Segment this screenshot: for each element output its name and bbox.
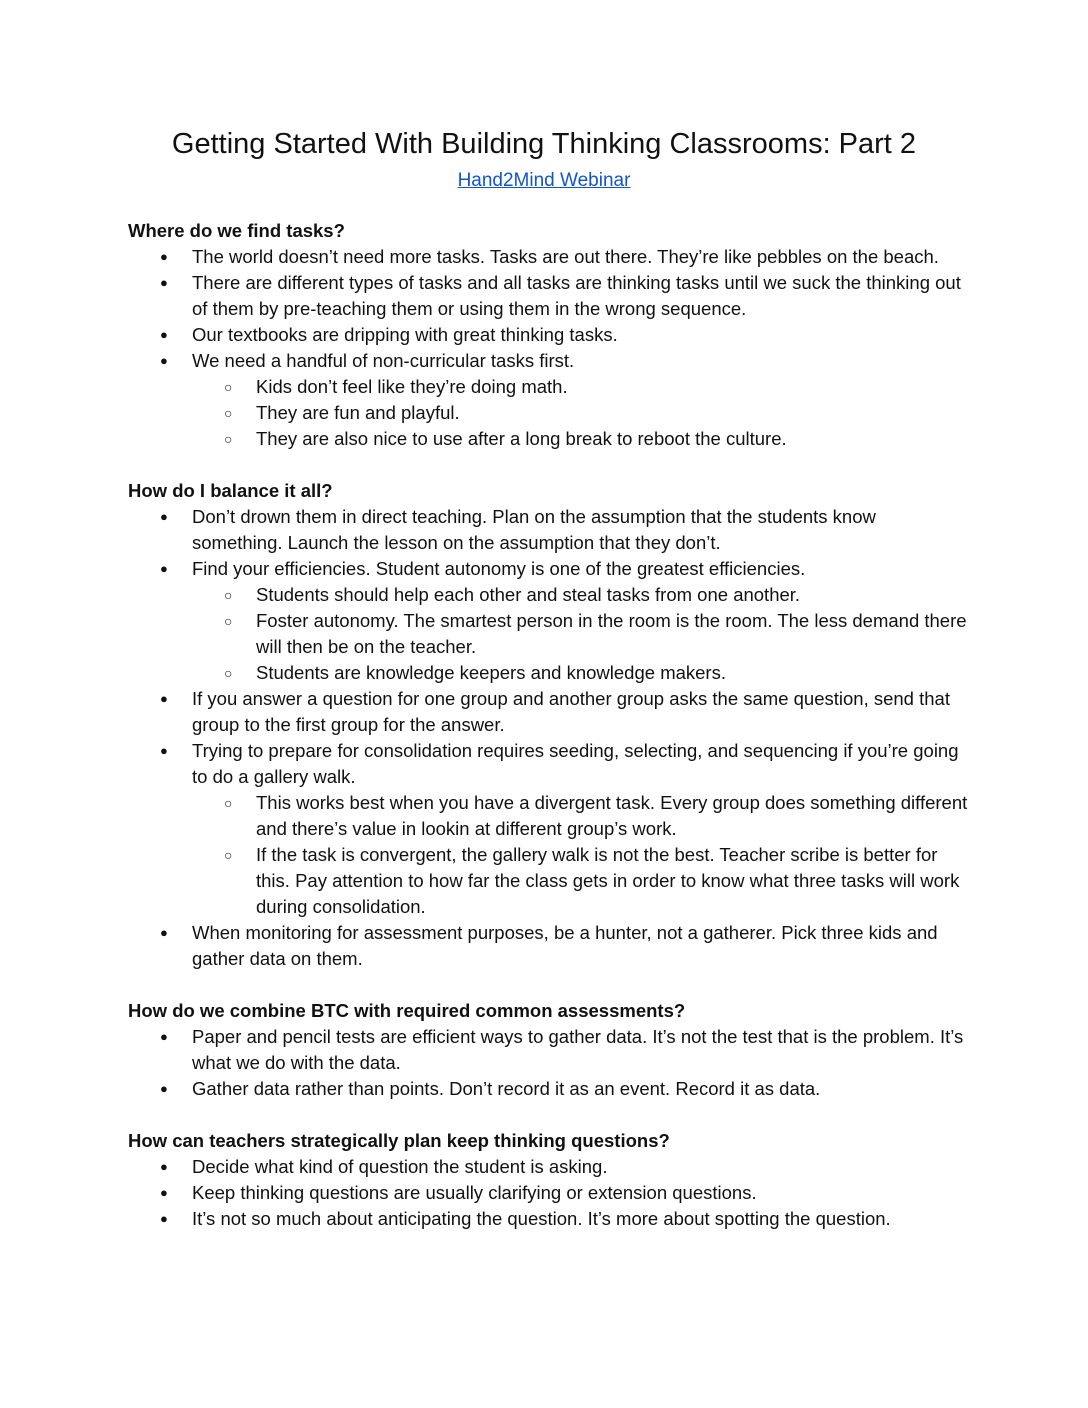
sub-bullet-item: ○ This works best when you have a divergent task. Every group does something different and there’s value in lookin at different group’s work. bbox=[192, 790, 968, 842]
document-title: Getting Started With Building Thinking Classrooms: Part 2 bbox=[171, 128, 917, 160]
section-heading: How do I balance it all? bbox=[128, 480, 333, 501]
bullet-text: When monitoring for assessment purposes, be a hunter, not a gatherer. Pick three kids and gather data on them. bbox=[192, 922, 938, 969]
section bbox=[128, 218, 968, 452]
bullet-text: We need a handful of non-curricular tasks first. bbox=[192, 350, 575, 371]
bullet-list bbox=[128, 1154, 968, 1232]
webinar-link[interactable]: Hand2Mind Webinar bbox=[457, 170, 631, 191]
sub-bullet-item: ○ Kids don’t feel like they’re doing math. bbox=[192, 374, 968, 400]
bullet-text: It’s not so much about anticipating the question. It’s more about spotting the question. bbox=[192, 1208, 891, 1229]
section-heading: How can teachers strategically plan keep thinking questions? bbox=[128, 1130, 670, 1151]
sub-bullet-item: ○ If the task is convergent, the gallery walk is not the best. Teacher scribe is better for this. Pay attention to how far the class gets in order to know what three tasks will work during consolidation. bbox=[192, 842, 968, 920]
bullet-text: Our textbooks are dripping with great thinking tasks. bbox=[192, 324, 618, 345]
sub-bullet-list bbox=[192, 790, 968, 920]
bullet-text: The world doesn’t need more tasks. Tasks are out there. They’re like pebbles on the beach. bbox=[192, 246, 939, 267]
bullet-item bbox=[128, 504, 968, 556]
section-heading: Where do we find tasks? bbox=[128, 220, 345, 241]
bullet-item bbox=[128, 686, 968, 738]
section bbox=[128, 998, 968, 1102]
sub-bullet-item: ○ Foster autonomy. The smartest person in the room is the room. The less demand there will then be on the teacher. bbox=[192, 608, 968, 660]
bullet-item bbox=[128, 738, 968, 920]
sub-bullet-item: ○ They are also nice to use after a long break to reboot the culture. bbox=[192, 426, 968, 452]
bullet-item bbox=[128, 556, 968, 686]
bullet-text: Decide what kind of question the student is asking. bbox=[192, 1156, 608, 1177]
sub-bullet-item: ○ Students are knowledge keepers and knowledge makers. bbox=[192, 660, 968, 686]
webinar-link-container bbox=[0, 168, 1088, 194]
bullet-text: Find your efficiencies. Student autonomy is one of the greatest efficiencies. bbox=[192, 558, 806, 579]
bullet-item bbox=[128, 920, 968, 972]
bullet-list bbox=[128, 504, 968, 972]
bullet-item bbox=[128, 1024, 968, 1076]
sub-bullet-item: ○ Students should help each other and steal tasks from one another. bbox=[192, 582, 968, 608]
bullet-text: If you answer a question for one group and another group asks the same question, send that group to the first group for the answer. bbox=[192, 688, 950, 735]
sub-bullet-list bbox=[192, 582, 968, 686]
sub-bullet-item: ○ They are fun and playful. bbox=[192, 400, 968, 426]
bullet-list bbox=[128, 244, 968, 452]
sub-bullet-list bbox=[192, 374, 968, 452]
bullet-item bbox=[128, 348, 968, 452]
bullet-list bbox=[128, 1024, 968, 1102]
bullet-text: There are different types of tasks and all tasks are thinking tasks until we suck the thinking out of them by pre-teaching them or using them in the wrong sequence. bbox=[192, 272, 961, 319]
document-body bbox=[128, 218, 968, 1258]
bullet-item bbox=[128, 270, 968, 322]
bullet-item bbox=[128, 244, 968, 270]
section bbox=[128, 1128, 968, 1232]
section bbox=[128, 478, 968, 972]
bullet-text: Don’t drown them in direct teaching. Plan on the assumption that the students know something. Launch the lesson on the assumption that they don’t. bbox=[192, 506, 876, 553]
bullet-item bbox=[128, 1180, 968, 1206]
bullet-item bbox=[128, 1154, 968, 1180]
bullet-text: Keep thinking questions are usually clarifying or extension questions. bbox=[192, 1182, 757, 1203]
bullet-text: Paper and pencil tests are efficient ways to gather data. It’s not the test that is the problem. It’s what we do with the data. bbox=[192, 1026, 964, 1073]
bullet-item bbox=[128, 322, 968, 348]
bullet-text: Trying to prepare for consolidation requires seeding, selecting, and sequencing if you’re going to do a gallery walk. bbox=[192, 740, 959, 787]
bullet-item bbox=[128, 1076, 968, 1102]
section-heading: How do we combine BTC with required common assessments? bbox=[128, 1000, 686, 1021]
bullet-text: Gather data rather than points. Don’t record it as an event. Record it as data. bbox=[192, 1078, 821, 1099]
bullet-item bbox=[128, 1206, 968, 1232]
